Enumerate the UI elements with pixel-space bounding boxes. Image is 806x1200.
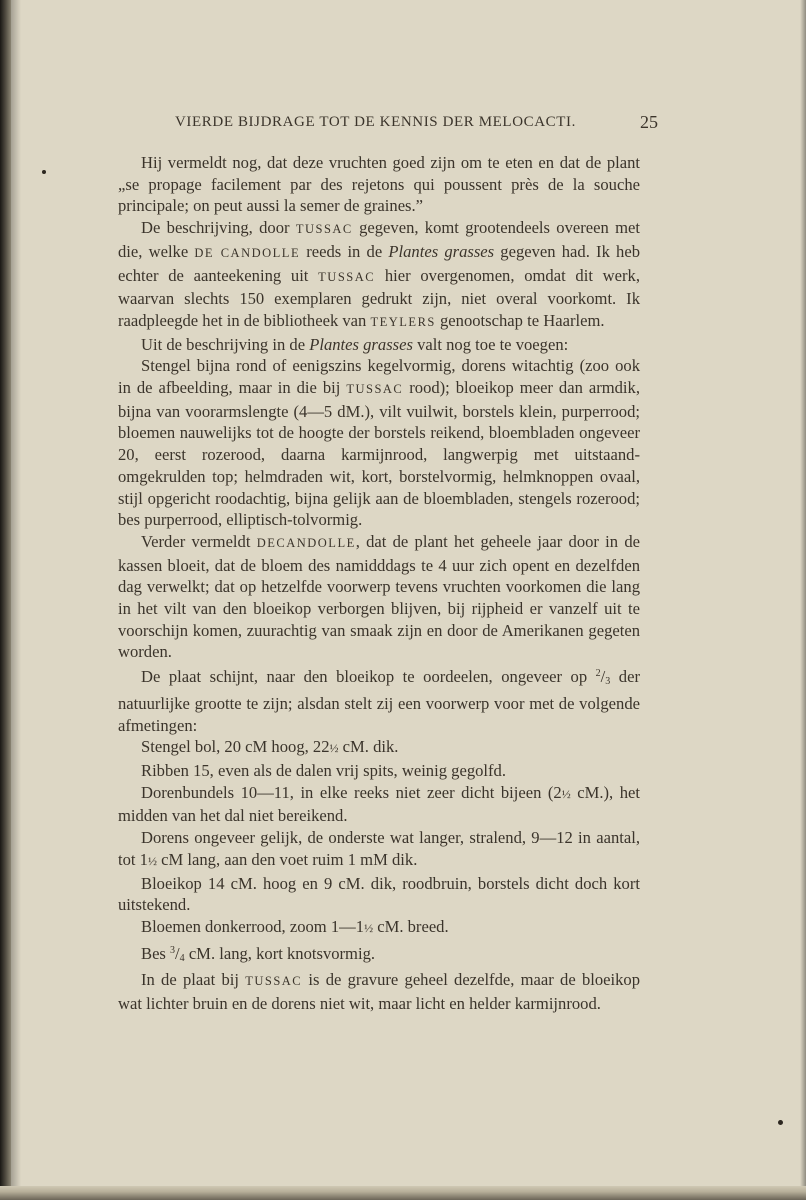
text-run: Uit de beschrijving in de <box>141 334 310 354</box>
paragraph <box>118 782 640 827</box>
text-run: De plaat schijnt, naar den bloeikop te oordeelen, ongeveer op <box>141 667 596 687</box>
fraction-numerator: 2 <box>595 668 601 680</box>
paragraph <box>118 827 640 872</box>
text-run: rood); bloeikop meer dan armdik, bijna van voorarmslengte (4—5 dM.), vilt vuilwit, borstels klein, purperrood; bloemen nauwelijks tot de hoogte der borstels reikend, bloembladen ongeveer 20, eerst rozerood, daarna karmijnrood, langwerpig met uitstaand-omgekrulden top; helmdraden wit, kort, borstelvormig, helmknoppen ovaal, stijl opgericht roodachtig, bijna gelijk aan de bloembladen, stengels rozerood; bes purperrood, elliptisch-tolvormig. <box>118 378 640 530</box>
text-run: cM lang, aan den voet ruim 1 mM dik. <box>156 849 418 869</box>
paragraph <box>118 916 640 940</box>
text-run: Stengel bol, 20 cM hoog, 22 <box>141 737 330 757</box>
paragraph: Bes $^3/_4$ cM. lang, kort knotsvormig. <box>141 943 376 964</box>
spine-shadow <box>11 0 21 1200</box>
fraction: ½ <box>147 853 157 868</box>
paragraph <box>118 873 640 916</box>
paragraph <box>118 355 640 531</box>
book-title: Plantes grasses <box>309 334 413 354</box>
text-run: der natuurlijke grootte te zijn; alsdan stelt zij een voorwerp voor met de volgende afmetingen: <box>118 667 640 735</box>
text-run: cM. lang, kort knotsvormig. <box>184 943 376 963</box>
author-name: TUSSAC <box>318 269 376 284</box>
text-run: valt nog toe te voegen: <box>412 334 569 354</box>
fraction: ½ <box>561 786 571 801</box>
paragraph <box>118 334 640 356</box>
fraction: ½ <box>329 741 339 756</box>
fraction-denominator: 4 <box>179 952 185 964</box>
text-run: hier overgenomen, omdat dit werk, waarvan slechts 150 exemplaren gedrukt zijn, niet overal voorkomt. Ik raadpleegde het in de bibliotheek van <box>118 265 640 330</box>
text-run: genootschap te Haarlem. <box>435 310 605 330</box>
text-run: In de plaat bij <box>141 970 246 990</box>
text-run: Dorenbundels 10—11, in elke reeks niet zeer dicht bijeen (2 <box>141 782 562 802</box>
fraction-numerator: 3 <box>170 944 176 956</box>
running-head: VIERDE BIJDRAGE TOT DE KENNIS DER MELOCACTI. <box>175 114 576 130</box>
text-run: De beschrijving, door <box>141 218 296 238</box>
text-run: cM. breed. <box>373 916 449 936</box>
text-run: Dorens ongeveer gelijk, de onderste wat langer, stralend, 9—12 in aantal, tot 1 <box>118 828 640 869</box>
ink-speck <box>42 170 46 174</box>
author-name: TEYLERS <box>370 314 436 329</box>
author-name: TUSSAC <box>346 382 404 397</box>
text-run: , dat de plant het geheele jaar door in de kassen bloeit, dat de bloem des namidddags te 4 uur zich opent en dezelfden dag verwelkt; dat op hetzelfde voorwerp tevens vruchten voorkomen die lang in het vilt van den bloeikop verborgen blijven, bij rijpheid er vanzelf uit te voorschijn komen, zuurachtig van smaak zijn en door de Amerikanen gegeten worden. <box>118 531 641 662</box>
body-text <box>118 152 640 1015</box>
page-number: 25 <box>640 112 658 132</box>
text-run: Bes <box>141 943 171 963</box>
text-run: is de gravure geheel dezelfde, maar de bloeikop wat lichter bruin en de dorens niet wit, maar licht en helder karmijnrood. <box>118 970 641 1014</box>
fraction: ½ <box>364 920 374 935</box>
author-name: DECANDOLLE <box>256 535 356 550</box>
text-run: Verder vermeldt <box>141 531 257 551</box>
paragraph <box>118 760 640 782</box>
paragraph <box>118 969 640 1014</box>
ink-speck <box>778 1120 783 1125</box>
author-name: TUSSAC <box>245 974 303 989</box>
text-run: cM.), het midden van het dal niet bereikend. <box>118 782 640 826</box>
paragraph <box>118 736 640 760</box>
text-run: Hij vermeldt nog, dat deze vruchten goed zijn om te eten en dat de plant „se propage facilement par des rejetons qui poussent près de la souche principale; on peut aussi la semer de graines.” <box>118 153 640 216</box>
text-run: gegeven had. Ik heb echter de aanteekening uit <box>118 241 641 285</box>
text-run: Bloemen donkerrood, zoom 1—1 <box>141 916 365 936</box>
text-run: reeds in de <box>300 241 389 261</box>
book-title: Plantes grasses <box>388 241 495 261</box>
paragraph: De plaat schijnt, naar den bloeikop te oordeelen, ongeveer op $^2/_3$ der natuurlijke grootte te zijn; alsdan stelt zij een voorwerp voor met de volgende afmetingen: <box>118 667 640 735</box>
paragraph <box>118 152 640 217</box>
text-run: Stengel bijna rond of eenigszins kegelvormig, dorens witachtig (zoo ook in de afbeelding, maar in die bij <box>118 356 640 398</box>
text-run: Bloeikop 14 cM. hoog en 9 cM. dik, roodbruin, borstels dicht doch kort uitstekend. <box>118 873 640 915</box>
author-name: TUSSAC <box>295 222 353 237</box>
text-run: gegeven, komt grootendeels overeen met die, welke <box>118 218 640 261</box>
text-run: Ribben 15, even als de dalen vrij spits, weinig gegolfd. <box>141 760 506 780</box>
author-name: DE CANDOLLE <box>194 245 301 260</box>
page-edge-right <box>800 0 806 1200</box>
page-edge-bottom <box>0 1186 806 1200</box>
paragraph <box>118 217 640 334</box>
text-run: cM. dik. <box>338 737 399 757</box>
paragraph <box>118 531 640 663</box>
fraction-denominator: 3 <box>605 676 611 688</box>
book-spine <box>0 0 11 1200</box>
